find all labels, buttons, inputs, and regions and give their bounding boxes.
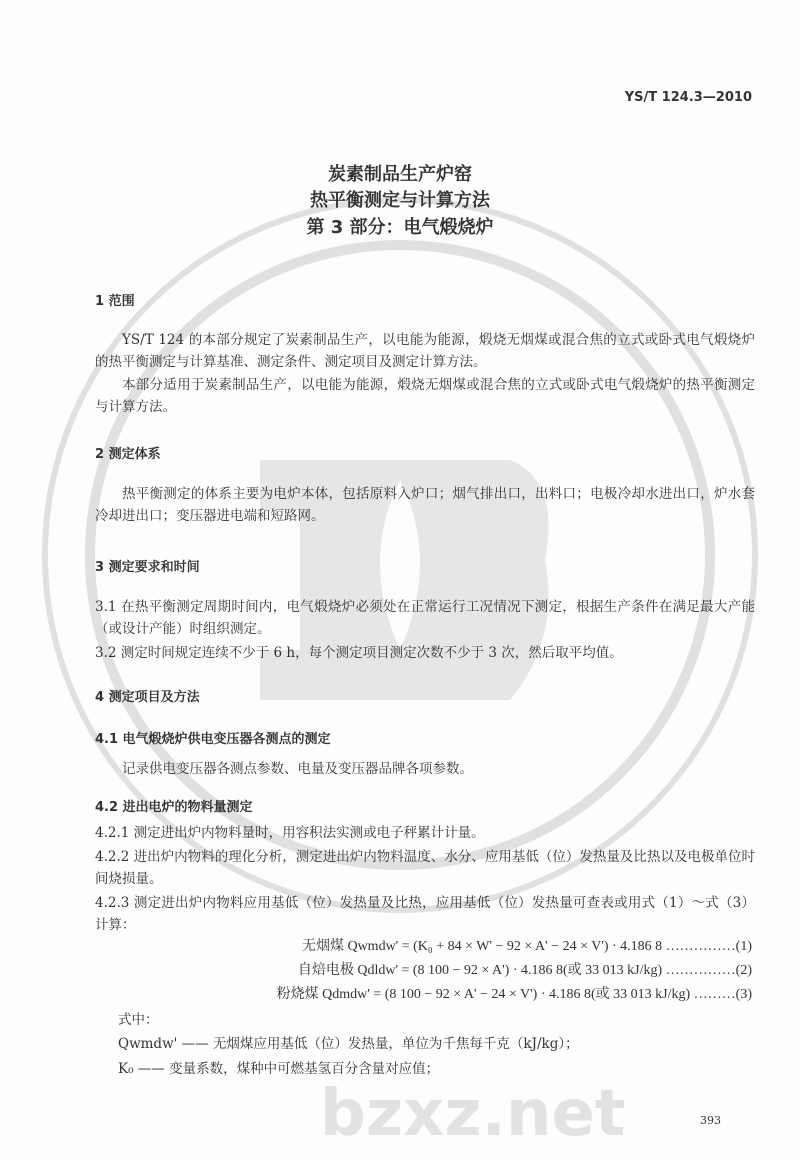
- title-line-3: 第 3 部分：电气煅烧炉: [306, 217, 494, 238]
- paragraph: 3.2 测定时间规定连续不少于 6 h，每个测定项目测定次数不少于 3 次，然后取平均值。: [95, 645, 623, 661]
- where-label: 式中：: [118, 1012, 159, 1028]
- definition: K₀ —— 变量系数，煤种中可燃基氢百分含量对应值；: [118, 1061, 440, 1077]
- paragraph: 3.1 在热平衡测定周期时间内，电气煅烧炉必须处在正常运行工况情况下测定，根据生产条件在满足最大产能（或设计产能）时组织测定。: [95, 599, 755, 637]
- subsection-4-1-heading: 4.1 电气煅烧炉供电变压器各测点的测定: [95, 732, 331, 747]
- equation-3: 粉烧煤 Qdmdw' = (8 100 − 92 × A' − 24 × V') · 4.186 8(或 33 013 kJ/kg) ………(3): [276, 987, 752, 1002]
- equation-2: 自焙电极 Qdldw' = (8 100 − 92 × A') · 4.186 8(或 33 013 kJ/kg) ……………(2): [297, 963, 752, 978]
- paragraph: 记录供电变压器各测点参数、电量及变压器品牌各项参数。: [122, 761, 473, 777]
- watermark-text: bzxz.net: [320, 1077, 626, 1151]
- section-4-heading: 4 测定项目及方法: [95, 690, 200, 705]
- equation-1: 无烟煤 Qwmdw' = (K₀ + 84 × W' − 92 × A' − 24 × V') · 4.186 8 ……………(1): [301, 939, 752, 954]
- section-1-heading: 1 范围: [95, 294, 135, 309]
- paragraph: 热平衡测定的体系主要为电炉本体，包括原料入炉口；烟气排出口，出料口；电极冷却水进出口，炉水套冷却进出口；变压器进电端和短路网。: [95, 486, 755, 524]
- page-number: 393: [700, 1114, 721, 1127]
- standard-number: YS/T 124.3—2010: [624, 90, 752, 105]
- section-3-heading: 3 测定要求和时间: [95, 560, 200, 575]
- subsection-4-2-heading: 4.2 进出电炉的物料量测定: [95, 800, 253, 815]
- section-2-heading: 2 测定体系: [95, 447, 161, 462]
- paragraph: 4.2.2 进出炉内物料的理化分析，测定进出炉内物料温度、水分、应用基低（位）发热量及比热以及电极单位时间烧损量。: [95, 849, 755, 887]
- definition: Qwmdw' —— 无烟煤应用基低（位）发热量，单位为千焦每千克（kJ/kg）；: [118, 1036, 579, 1052]
- paragraph: YS/T 124 的本部分规定了炭素制品生产，以电能为能源，煅烧无烟煤或混合焦的立式或卧式电气煅烧炉的热平衡测定与计算基准、测定条件、测定项目及测定计算方法。: [95, 332, 755, 370]
- title-line-1: 炭素制品生产炉窑: [328, 164, 472, 185]
- title-line-2: 热平衡测定与计算方法: [310, 190, 490, 211]
- paragraph: 4.2.1 测定进出炉内物料量时，用容积法实测或电子秤累计计量。: [95, 825, 485, 841]
- paragraph: 本部分适用于炭素制品生产，以电能为能源，煅烧无烟煤或混合焦的立式或卧式电气煅烧炉的热平衡测定与计算方法。: [95, 377, 755, 415]
- paragraph: 4.2.3 测定进出炉内物料应用基低（位）发热量及比热，应用基低（位）发热量可查表或用式（1）～式（3）计算：: [95, 895, 755, 933]
